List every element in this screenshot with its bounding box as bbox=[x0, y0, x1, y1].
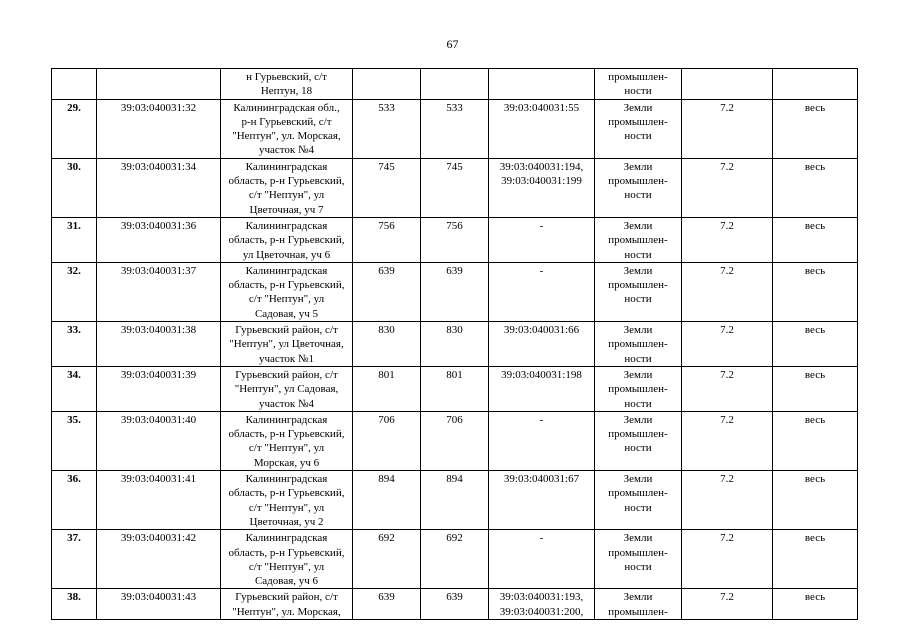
related-plots-line: - bbox=[539, 413, 544, 426]
cell-area-total: 692 bbox=[353, 530, 421, 589]
land-category-line: Земли bbox=[623, 101, 653, 114]
cell-permitted-use-code: 7.2 bbox=[682, 471, 773, 530]
address-line: "Нептун", ул Цветочная, bbox=[229, 338, 344, 351]
cell-land-category bbox=[595, 366, 682, 411]
address-line: Калининградская bbox=[245, 413, 328, 426]
address-line: Гурьевский район, с/т bbox=[235, 324, 338, 337]
land-category-line: Земли bbox=[623, 368, 653, 381]
address-line: область, р-н Гурьевский, bbox=[228, 546, 345, 559]
cell-cadastral-number: 39:03:040031:37 bbox=[97, 262, 221, 321]
cell-related-plots bbox=[489, 262, 595, 321]
cell-address bbox=[221, 366, 353, 411]
cell-row-number: 31. bbox=[52, 217, 97, 262]
address-line: с/т "Нептун", ул bbox=[248, 501, 325, 514]
land-category-line: промышлен- bbox=[608, 71, 668, 83]
cell-encumbrance-scope: весь bbox=[773, 99, 858, 158]
land-category-line: ности bbox=[624, 85, 652, 98]
cell-area-total: 533 bbox=[353, 99, 421, 158]
cell-area-total: 639 bbox=[353, 262, 421, 321]
cell-permitted-use-code: 7.2 bbox=[682, 530, 773, 589]
related-plots-line: 39:03:040031:200, bbox=[499, 605, 584, 618]
address-line: н Гурьевский, с/т bbox=[246, 71, 327, 83]
address-line: с/т "Нептун", ул bbox=[248, 442, 325, 455]
address-line: участок №4 bbox=[258, 144, 315, 157]
cell-encumbrance-scope: весь bbox=[773, 366, 858, 411]
cell-area-total: 894 bbox=[353, 471, 421, 530]
cell-row-number: 34. bbox=[52, 366, 97, 411]
cell-row-number: 32. bbox=[52, 262, 97, 321]
cell-cadastral-number: 39:03:040031:41 bbox=[97, 471, 221, 530]
table-row bbox=[52, 158, 858, 217]
related-plots-line: 39:03:040031:67 bbox=[503, 473, 580, 486]
cell-cadastral-number: 39:03:040031:36 bbox=[97, 217, 221, 262]
cell-land-category bbox=[595, 589, 682, 620]
address-line: Калининградская bbox=[245, 219, 328, 232]
cell-permitted-use-code: 7.2 bbox=[682, 99, 773, 158]
cell-cadastral-number: 39:03:040031:43 bbox=[97, 589, 221, 620]
land-category-line: промышлен- bbox=[608, 546, 668, 559]
cell-row-number: 37. bbox=[52, 530, 97, 589]
land-category-line: ности bbox=[624, 352, 652, 365]
cell-related-plots bbox=[489, 366, 595, 411]
table-row bbox=[52, 471, 858, 530]
cell-encumbrance-scope: весь bbox=[773, 589, 858, 620]
land-category-line: промышлен- bbox=[608, 383, 668, 396]
table-row bbox=[52, 262, 858, 321]
cell-address bbox=[221, 158, 353, 217]
land-category-line: Земли bbox=[623, 591, 653, 604]
cell-permitted-use-code: 7.2 bbox=[682, 262, 773, 321]
cell-cadastral-number bbox=[97, 69, 221, 100]
cell-address bbox=[221, 69, 353, 100]
cell-land-category bbox=[595, 411, 682, 470]
address-line: р-н Гурьевский, с/т bbox=[241, 115, 332, 128]
cell-cadastral-number: 39:03:040031:40 bbox=[97, 411, 221, 470]
address-line: "Нептун", ул. Морская, bbox=[232, 130, 341, 143]
land-category-line: ности bbox=[624, 397, 652, 410]
cell-cadastral-number: 39:03:040031:38 bbox=[97, 322, 221, 367]
cell-address bbox=[221, 262, 353, 321]
cell-area-affected: 639 bbox=[421, 262, 489, 321]
cell-related-plots bbox=[489, 69, 595, 100]
land-category-line: Земли bbox=[623, 413, 653, 426]
cell-permitted-use-code: 7.2 bbox=[682, 366, 773, 411]
related-plots-line: 39:03:040031:198 bbox=[501, 368, 582, 381]
cell-land-category bbox=[595, 262, 682, 321]
related-plots-line: 39:03:040031:194, bbox=[499, 160, 584, 173]
cell-land-category bbox=[595, 158, 682, 217]
address-line: область, р-н Гурьевский, bbox=[228, 428, 345, 441]
cell-encumbrance-scope: весь bbox=[773, 158, 858, 217]
land-category-line: ности bbox=[624, 501, 652, 514]
cell-land-category bbox=[595, 69, 682, 100]
related-plots-line: 39:03:040031:199 bbox=[501, 175, 582, 188]
cell-cadastral-number: 39:03:040031:34 bbox=[97, 158, 221, 217]
related-plots-line: - bbox=[539, 264, 544, 277]
address-line: Гурьевский район, с/т bbox=[235, 368, 338, 381]
cell-area-affected: 692 bbox=[421, 530, 489, 589]
land-category-line: промышлен- bbox=[608, 605, 668, 618]
table-body bbox=[52, 69, 858, 620]
cell-area-affected: 639 bbox=[421, 589, 489, 620]
cell-address bbox=[221, 411, 353, 470]
address-line: ул Цветочная, уч 6 bbox=[242, 248, 331, 261]
cell-related-plots bbox=[489, 158, 595, 217]
land-category-line: промышлен- bbox=[608, 338, 668, 351]
cell-related-plots bbox=[489, 217, 595, 262]
address-line: Калининградская bbox=[245, 532, 328, 545]
cell-land-category bbox=[595, 471, 682, 530]
land-category-line: промышлен- bbox=[608, 175, 668, 188]
address-line: область, р-н Гурьевский, bbox=[228, 175, 345, 188]
address-line: Цветочная, уч 2 bbox=[249, 515, 324, 528]
cell-row-number bbox=[52, 69, 97, 100]
cell-cadastral-number: 39:03:040031:39 bbox=[97, 366, 221, 411]
cell-related-plots bbox=[489, 322, 595, 367]
land-plots-table bbox=[51, 68, 858, 620]
land-category-line: ности bbox=[624, 130, 652, 143]
cell-row-number: 30. bbox=[52, 158, 97, 217]
cell-permitted-use-code: 7.2 bbox=[682, 217, 773, 262]
cell-encumbrance-scope: весь bbox=[773, 411, 858, 470]
cell-related-plots bbox=[489, 99, 595, 158]
cell-cadastral-number: 39:03:040031:42 bbox=[97, 530, 221, 589]
page-number: 67 bbox=[446, 37, 459, 51]
cell-address bbox=[221, 99, 353, 158]
land-category-line: Земли bbox=[623, 219, 653, 232]
land-category-line: промышлен- bbox=[608, 115, 668, 128]
related-plots-line: - bbox=[539, 532, 544, 545]
address-line: участок №1 bbox=[258, 352, 315, 365]
address-line: Нептун, 18 bbox=[260, 85, 313, 98]
address-line: Калининградская bbox=[245, 160, 328, 173]
cell-permitted-use-code: 7.2 bbox=[682, 158, 773, 217]
cell-land-category bbox=[595, 530, 682, 589]
cell-area-affected bbox=[421, 69, 489, 100]
land-category-line: ности bbox=[624, 248, 652, 261]
address-line: "Нептун", ул Садовая, bbox=[234, 383, 339, 396]
land-category-line: промышлен- bbox=[608, 487, 668, 500]
address-line: Калининградская bbox=[245, 473, 328, 486]
land-category-line: ности bbox=[624, 442, 652, 455]
address-line: Садовая, уч 5 bbox=[254, 307, 319, 320]
cell-address bbox=[221, 589, 353, 620]
land-category-line: промышлен- bbox=[608, 234, 668, 247]
cell-area-total: 745 bbox=[353, 158, 421, 217]
address-line: с/т "Нептун", ул bbox=[248, 189, 325, 202]
cell-permitted-use-code: 7.2 bbox=[682, 322, 773, 367]
table-row bbox=[52, 69, 858, 100]
cell-encumbrance-scope: весь bbox=[773, 262, 858, 321]
cell-encumbrance-scope: весь bbox=[773, 217, 858, 262]
cell-area-total: 639 bbox=[353, 589, 421, 620]
cell-area-total: 756 bbox=[353, 217, 421, 262]
table-row bbox=[52, 322, 858, 367]
cell-row-number: 35. bbox=[52, 411, 97, 470]
land-category-line: Земли bbox=[623, 532, 653, 545]
cell-related-plots bbox=[489, 411, 595, 470]
cell-related-plots bbox=[489, 530, 595, 589]
cell-area-affected: 706 bbox=[421, 411, 489, 470]
address-line: Морская, уч 6 bbox=[253, 456, 320, 469]
table-row bbox=[52, 530, 858, 589]
address-line: участок №4 bbox=[258, 397, 315, 410]
table-row bbox=[52, 217, 858, 262]
land-category-line: Земли bbox=[623, 324, 653, 337]
cell-encumbrance-scope: весь bbox=[773, 471, 858, 530]
land-category-line: Земли bbox=[623, 264, 653, 277]
cell-address bbox=[221, 217, 353, 262]
cell-area-affected: 830 bbox=[421, 322, 489, 367]
address-line: Цветочная, уч 7 bbox=[249, 203, 324, 216]
cell-area-affected: 533 bbox=[421, 99, 489, 158]
address-line: "Нептун", ул. Морская, bbox=[232, 605, 341, 618]
cell-land-category bbox=[595, 217, 682, 262]
address-line: Гурьевский район, с/т bbox=[235, 591, 338, 604]
cell-related-plots bbox=[489, 471, 595, 530]
land-category-line: ности bbox=[624, 560, 652, 573]
cell-address bbox=[221, 471, 353, 530]
cell-encumbrance-scope: весь bbox=[773, 322, 858, 367]
address-line: область, р-н Гурьевский, bbox=[228, 234, 345, 247]
address-line: с/т "Нептун", ул bbox=[248, 293, 325, 306]
cell-row-number: 29. bbox=[52, 99, 97, 158]
related-plots-line: 39:03:040031:66 bbox=[503, 324, 580, 337]
cell-address bbox=[221, 530, 353, 589]
land-category-line: ности bbox=[624, 293, 652, 306]
cell-area-total bbox=[353, 69, 421, 100]
related-plots-line: 39:03:040031:55 bbox=[503, 101, 580, 114]
cell-row-number: 36. bbox=[52, 471, 97, 530]
cell-area-total: 706 bbox=[353, 411, 421, 470]
address-line: область, р-н Гурьевский, bbox=[228, 279, 345, 292]
cell-encumbrance-scope: весь bbox=[773, 530, 858, 589]
table-row bbox=[52, 99, 858, 158]
cell-address bbox=[221, 322, 353, 367]
cell-land-category bbox=[595, 99, 682, 158]
address-line: Калининградская bbox=[245, 264, 328, 277]
address-line: с/т "Нептун", ул bbox=[248, 560, 325, 573]
related-plots-line: - bbox=[539, 219, 544, 232]
cell-area-affected: 745 bbox=[421, 158, 489, 217]
cell-row-number: 33. bbox=[52, 322, 97, 367]
table-row bbox=[52, 366, 858, 411]
address-line: область, р-н Гурьевский, bbox=[228, 487, 345, 500]
address-line: Калининградская обл., bbox=[233, 101, 340, 114]
table-row bbox=[52, 589, 858, 620]
cell-cadastral-number: 39:03:040031:32 bbox=[97, 99, 221, 158]
cell-area-affected: 756 bbox=[421, 217, 489, 262]
land-category-line: ности bbox=[624, 189, 652, 202]
cell-area-affected: 801 bbox=[421, 366, 489, 411]
land-category-line: промышлен- bbox=[608, 279, 668, 292]
cell-permitted-use-code: 7.2 bbox=[682, 589, 773, 620]
cell-area-total: 830 bbox=[353, 322, 421, 367]
address-line: Садовая, уч 6 bbox=[254, 575, 319, 588]
cell-area-affected: 894 bbox=[421, 471, 489, 530]
related-plots-line: 39:03:040031:193, bbox=[499, 591, 584, 604]
table-row bbox=[52, 411, 858, 470]
land-category-line: промышлен- bbox=[608, 428, 668, 441]
cell-row-number: 38. bbox=[52, 589, 97, 620]
cell-encumbrance-scope bbox=[773, 69, 858, 100]
cell-related-plots bbox=[489, 589, 595, 620]
cell-area-total: 801 bbox=[353, 366, 421, 411]
cell-land-category bbox=[595, 322, 682, 367]
land-category-line: Земли bbox=[623, 473, 653, 486]
cell-permitted-use-code: 7.2 bbox=[682, 411, 773, 470]
cell-permitted-use-code bbox=[682, 69, 773, 100]
land-category-line: Земли bbox=[623, 160, 653, 173]
